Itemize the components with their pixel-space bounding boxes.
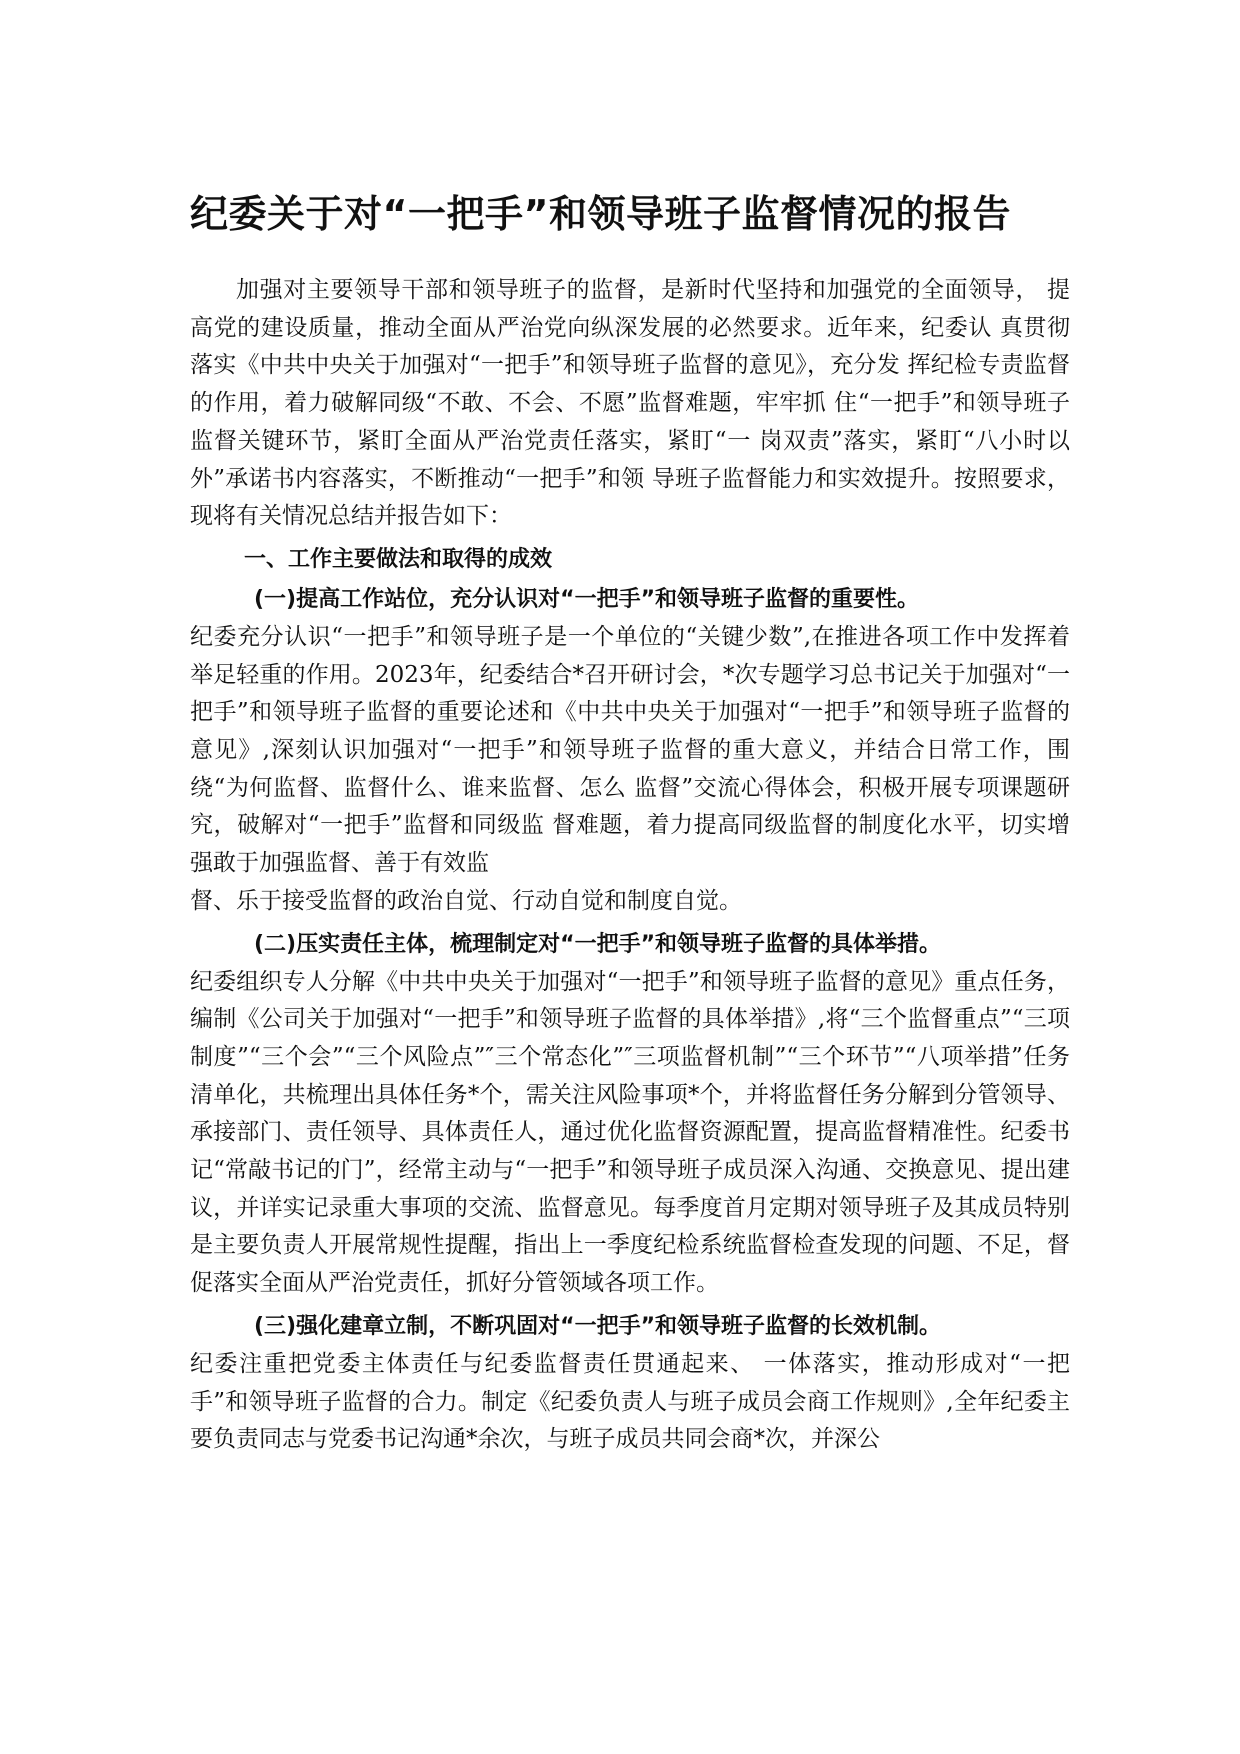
subsection-1-paragraph-end: 督、乐于接受监督的政治自觉、行动自觉和制度自觉。: [190, 887, 742, 914]
subsection-heading-1: (一)提高工作站位，充分认识对“一把手”和领导班子监督的重要性。: [254, 586, 920, 612]
section-heading-1: 一、工作主要做法和取得的成效: [244, 546, 553, 572]
subsection-heading-2: (二)压实责任主体，梳理制定对“一把手”和领导班子监督的具体举措。: [254, 931, 942, 957]
document-title: 纪委关于对“一把手”和领导班子监督情况的报告: [190, 192, 1011, 236]
document-page: [190, 186, 1070, 1459]
subsection-heading-3: (三)强化建章立制，不断巩固对“一把手”和领导班子监督的长效机制。: [254, 1313, 942, 1339]
intro-paragraph: 加强对主要领导干部和领导班子的监督，是新时代坚持和加强党的全面领导， 提高党的建设质量，推动全面从严治党向纵深发展的必然要求。近年来，纪委认 真贯彻落实《中共中央关于加强对“一把手”和领导班子监督的意见》，充分发 挥纪检专责监督的作用，着力破解同级“不敢、不会、不愿”监督难题，牢牢抓 住“一把手”和领导班子监督关键环节，紧盯全面从严治党责任落实，紧盯“一 岗双责”落实，紧盯“八小时以外”承诺书内容落实，不断推动“一把手”和领 导班子监督能力和实效提升。按照要求，现将有关情况总结并报告如下：: [190, 277, 1070, 530]
subsection-3-paragraph: 纪委注重把党委主体责任与纪委监督责任贯通起来、 一体落实，推动形成对“一把手”和领导班子监督的合力。制定《纪委负责人与班子成员会商工作规则》,全年纪委主要负责同志与党委书记沟通*余次，与班子成员共同会商*次，并深公: [190, 1350, 1070, 1453]
subsection-1-paragraph: 纪委充分认识“一把手”和领导班子是一个单位的“关键少数”,在推进各项工作中发挥着举足轻重的作用。2023年，纪委结合*召开研讨会，*次专题学习总书记关于加强对“一把手”和领导班子监督的重要论述和《中共中央关于加强对“一把手”和领导班子监督的意见》,深刻认识加强对“一把手”和领导班子监督的重大意义，并结合日常工作，围绕“为何监督、监督什么、谁来监督、怎么 监督”交流心得体会，积极开展专项课题研究，破解对“一把手”监督和同级监 督难题，着力提高同级监督的制度化水平，切实增强敢于加强监督、善于有效监: [190, 623, 1070, 877]
subsection-2-paragraph: 纪委组织专人分解《中共中央关于加强对“一把手”和领导班子监督的意见》重点任务，编制《公司关于加强对“一把手”和领导班子监督的具体举措》,将“三个监督重点”“三项制度”“三个会”“三个风险点”″三个常态化”″三项监督机制”“三个环节”“八项举措”任务清单化，共梳理出具体任务*个，需关注风险事项*个，并将监督任务分解到分管领导、承接部门、责任领导、具体责任人，通过优化监督资源配置，提高监督精准性。纪委书记“常敲书记的门”，经常主动与“一把手”和领导班子成员深入沟通、交换意见、提出建议，并详实记录重大事项的交流、监督意见。每季度首月定期对领导班子及其成员特别是主要负责人开展常规性提醒，指出上一季度纪检系统监督检查发现的问题、不足，督促落实全面从严治党责任，抓好分管领域各项工作。: [190, 968, 1070, 1297]
